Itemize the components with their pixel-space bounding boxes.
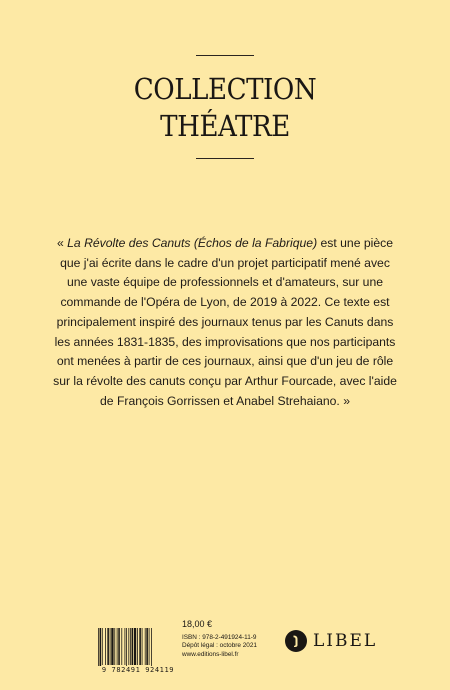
barcode-bar [111,628,113,665]
website-link[interactable]: www.editions-libel.fr [182,650,239,658]
barcode-bar [132,628,134,665]
barcode-bar [100,628,102,668]
barcode-bar [137,628,138,665]
barcode-bar [117,628,118,665]
barcode-number: 9 782491 924119 [95,666,181,675]
barcode-bar [128,628,129,665]
barcode-bar [130,628,131,665]
collection-title-line1: COLLECTION [133,72,317,106]
barcode-bar [145,628,146,665]
barcode-bar [142,628,143,665]
barcode-bar [110,628,111,665]
back-cover-blurb [52,234,398,411]
price: 18,00 € [182,619,213,629]
barcode-bar [107,628,109,665]
publisher-name: LIBEL [313,631,378,651]
barcode-bar [121,628,122,665]
blurb-body: est une pièce que j'ai écrite dans le cadre d'un projet participatif mené avec une vaste équipe de professionnels et d'amateurs, sur une commande de l'Opéra de Lyon, de 2019 à 2022. Ce texte est principalement inspiré des journaux tenus par les Canuts dans les années 1831-1835, des improvisations que nos participants ont menées à partir de ces journaux, ainsi que d'un jeu de rôle sur la révolte des canuts conçu par Arthur Fourcade, avec l'aide de François Gorrissen et Anabel Strehaiano. » [53,236,397,408]
barcode-bar [102,628,103,665]
publisher-logo [285,630,377,652]
isbn: ISBN : 978-2-491924-11-9 [182,634,257,641]
barcode-bar [114,628,115,665]
bottom-divider [196,158,254,159]
barcode-bar [118,628,120,665]
barcode-bar [146,628,148,665]
barcode-bars [97,628,177,668]
barcode-bar [105,628,106,665]
libel-logo-icon [285,630,307,652]
barcode-bar [139,628,141,665]
barcode-bar [125,628,126,665]
blurb-open-quote: « [56,236,68,250]
legal-deposit: Dépôt légal : octobre 2021 [182,642,257,650]
collection-title-line2: THÉATRE [160,109,290,143]
top-divider [196,55,254,56]
book-info [182,619,257,659]
barcode-bar [134,628,136,665]
barcode-bar [98,628,99,668]
barcode-bar [151,628,152,668]
barcode-bar [126,628,127,668]
play-title: La Révolte des Canuts (Échos de la Fabrique) [67,236,318,250]
barcode-bar [149,628,150,665]
